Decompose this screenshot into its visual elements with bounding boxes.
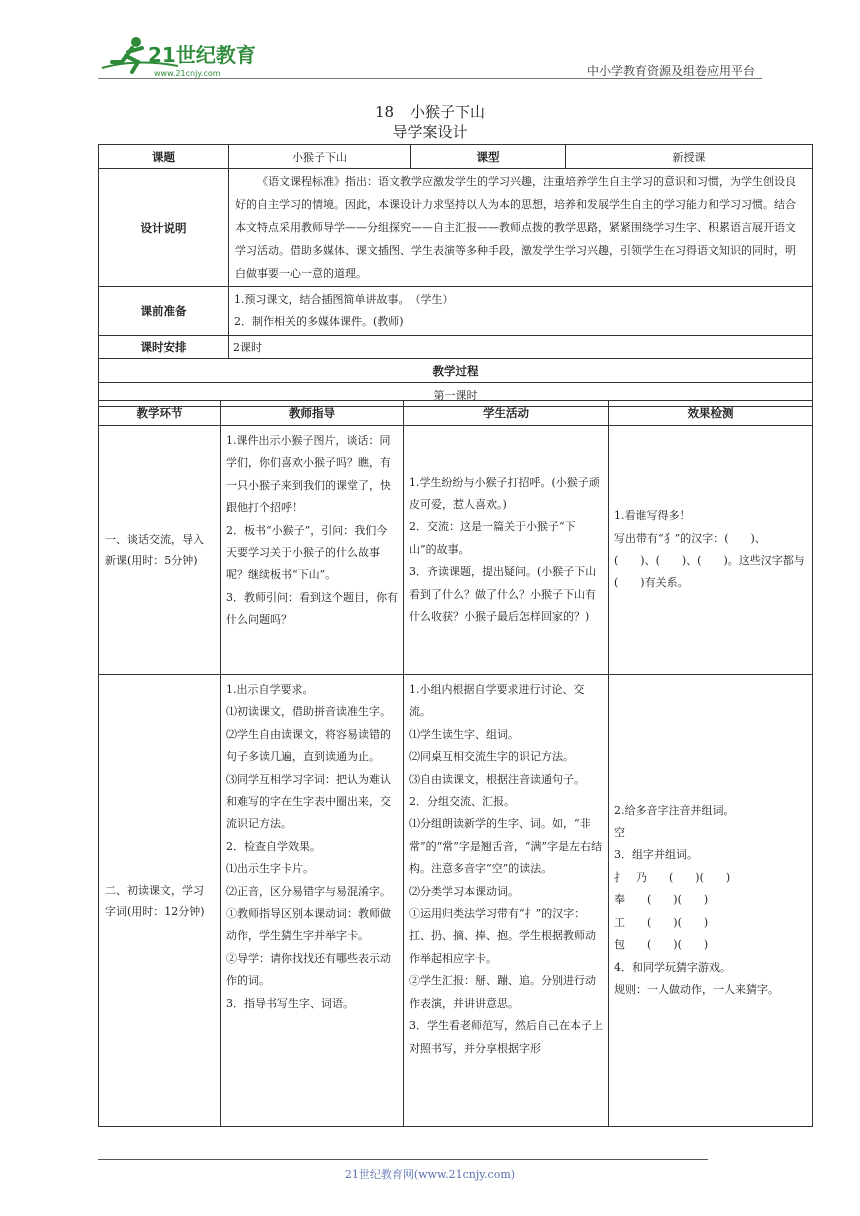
list-item: 写出带有“犭”的汉字：( )、( )、( )、( )。这些汉字都与( )有关系。 xyxy=(614,531,805,590)
list-item: 2．板书“小猴子”，引问：我们今天要学习关于小猴子的什么故事呢？继续板书“下山”。 xyxy=(226,523,388,582)
column-header: 效果检测 xyxy=(609,401,813,426)
type-value: 新授课 xyxy=(566,145,813,169)
list-item: ①运用归类法学习带有“扌”的汉字：扛、扔、摘、捧、抱。学生根据教师动作举起相应字卡。 xyxy=(409,907,596,965)
list-item: ①教师指导区别本课动词：教师做动作，学生猜生字并举字卡。 xyxy=(226,907,391,943)
runner-logo-icon xyxy=(98,32,258,80)
type-label: 课型 xyxy=(411,145,566,169)
lesson-number: 18 xyxy=(374,103,395,121)
header-divider xyxy=(98,78,762,79)
list-item: ⑴分组朗读新学的生字、词。如，“非常”的“常”字是翘舌音，“满”字是左右结构。注意多音字“空”的读法。 xyxy=(409,817,603,876)
list-item: 3．齐读课题，提出疑问。(小猴子下山看到了什么？做了什么？小猴子下山有什么收获？小猴子最后怎样回家的？) xyxy=(409,565,597,624)
topic-label: 课题 xyxy=(99,145,229,169)
list-item: ⑴初读课文，借助拼音读准生字。 xyxy=(226,705,391,719)
list-item: 包 ( )( ) xyxy=(614,938,709,952)
prep-list xyxy=(229,287,813,336)
list-item: 扌 乃 ( )( ) xyxy=(614,870,731,884)
column-header: 学生活动 xyxy=(404,401,609,426)
list-item: 1.课件出示小猴子图片，谈话：同学们，你们喜欢小猴子吗？瞧，有一只小猴子来到我们的课堂了，快跟他打个招呼！ xyxy=(226,434,391,515)
list-item: 1.出示自学要求。 xyxy=(226,683,314,696)
process-title: 教学过程 xyxy=(99,359,813,383)
list-item: 1.看谁写得多！ xyxy=(614,509,691,523)
list-item: 4．和同学玩猜字游戏。 xyxy=(614,960,731,974)
logo-url: www.21cnjy.com xyxy=(154,69,221,78)
table-row xyxy=(99,426,813,675)
prep-item: 2．制作相关的多媒体课件。(教师) xyxy=(234,315,404,328)
list-item: ⑴出示生字卡片。 xyxy=(226,862,314,876)
list-item: 2.给多音字注音并组词。 xyxy=(614,803,735,817)
effect-check xyxy=(609,426,813,675)
teacher-guidance xyxy=(221,675,404,1127)
list-item: ⑵学生自由读课文，将容易读错的句子多读几遍，直到读通为止。 xyxy=(226,727,391,764)
hours-value: 2课时 xyxy=(229,336,813,359)
list-item: 规则：一人做动作，一人来猜字。 xyxy=(614,982,779,996)
list-item: 工 ( )( ) xyxy=(614,915,709,929)
list-item: 2．分组交流、汇报。 xyxy=(409,795,515,809)
column-header: 教学环节 xyxy=(99,401,221,426)
lesson-period: 第一课时 xyxy=(99,383,813,407)
list-item: ⑵分类学习本课动词。 xyxy=(409,884,519,898)
list-item: 3．指导书写生字、词语。 xyxy=(226,996,354,1010)
list-item: ⑵同桌互相交流生字的识记方法。 xyxy=(409,750,574,764)
prep-item: 1.预习课文，结合插图简单讲故事。 （学生） xyxy=(234,293,454,306)
list-item: 奉 ( )( ) xyxy=(614,893,709,907)
list-item: 1.小组内根据自学要求进行讨论、交流。 xyxy=(409,683,585,719)
prep-label: 课前准备 xyxy=(99,287,229,336)
design-label: 设计说明 xyxy=(99,169,229,287)
student-activity xyxy=(404,426,609,675)
list-item: 3．组字并组词。 xyxy=(614,848,698,862)
table-row xyxy=(99,675,813,1127)
step-name: 二、初读课文，学习字词(用时：12分钟) xyxy=(99,675,221,1127)
list-item: 1.学生纷纷与小猴子打招呼。(小猴子顽皮可爱，惹人喜欢。) xyxy=(409,475,600,511)
list-item: 空 xyxy=(614,826,625,840)
list-item: ⑴学生读生字、组词。 xyxy=(409,727,519,741)
topic-value: 小猴子下山 xyxy=(229,145,411,169)
footer-divider xyxy=(98,1159,708,1160)
logo-text: 21世纪教育 xyxy=(148,43,256,67)
list-item: ⑶同学互相学习字词：把认为难认和难写的字在生字表中圈出来，交流识记方法。 xyxy=(226,772,391,831)
list-item: 2．交流：这是一篇关于小猴子“下山”的故事。 xyxy=(409,520,576,556)
hours-label: 课时安排 xyxy=(99,336,229,359)
info-table xyxy=(98,144,813,407)
list-item: ⑵正音，区分易错字与易混淆字。 xyxy=(226,884,391,898)
design-text: 《语文课程标准》指出：语文教学应激发学生的学习兴趣，注重培养学生自主学习的意识和习惯，为学生创设良好的自主学习的情境。因此，本课设计力求坚持以人为本的思想，培养和发展学生自主的学习能力和学习习惯。结合本文特点采用教师导学——分组探究——自主汇报——教师点拨的教学思路，紧紧围绕学习生字、积累语言展开语文学习活动。借助多媒体、课文插图、学生表演等多种手段，激发学生学习兴趣，引领学生在习得语文知识的同时，明白做事要一心一意的道理。 xyxy=(229,169,813,287)
list-item: 3．教师引问：看到这个题目，你有什么问题吗？ xyxy=(226,590,398,627)
list-item: ②学生汇报：掰、蹦、追。分别进行动作表演，并讲讲意思。 xyxy=(409,974,596,1010)
list-item: 3．学生看老师范写，然后自己在本子上对照书写，并分享根据字形 xyxy=(409,1019,603,1055)
column-header: 教师指导 xyxy=(221,401,404,426)
document-subtitle: 导学案设计 xyxy=(392,123,468,141)
teacher-guidance xyxy=(221,426,404,675)
site-logo xyxy=(98,32,258,80)
list-item: 2．检查自学效果。 xyxy=(226,839,321,853)
lesson-title xyxy=(0,101,860,122)
process-table xyxy=(98,400,813,1127)
step-name: 一、谈话交流，导入新课(用时：5分钟) xyxy=(99,426,221,675)
effect-check xyxy=(609,675,813,1127)
platform-name: 中小学教育资源及组卷应用平台 xyxy=(586,64,755,78)
list-item: ⑶自由读课文，根据注音读通句子。 xyxy=(409,772,585,786)
student-activity xyxy=(404,675,609,1127)
list-item: ②导学：请你找找还有哪些表示动作的词。 xyxy=(226,951,391,988)
footer-link[interactable]: 21世纪教育网(www.21cnjy.com) xyxy=(344,1168,516,1181)
lesson-name: 小猴子下山 xyxy=(410,103,486,121)
